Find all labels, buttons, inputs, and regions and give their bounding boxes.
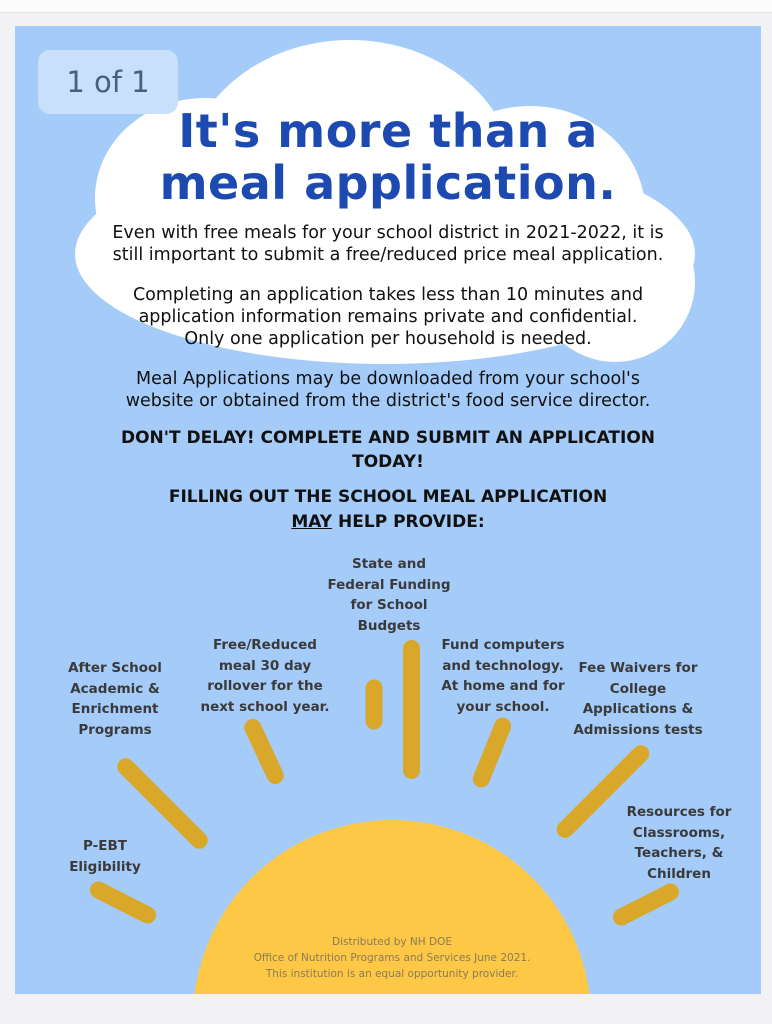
benefit-rollover: Free/Reduced meal 30 day rollover for the next school year.: [200, 637, 330, 715]
viewer-top-bar: [0, 0, 772, 13]
sun-ray: [610, 881, 682, 929]
benefits-heading-line-2: [15, 510, 761, 534]
benefit-p-ebt: P-EBT Eligibility: [69, 838, 141, 875]
sun-ray: [242, 716, 287, 787]
sun-ray: [470, 715, 513, 790]
intro-line-1: Even with free meals for your school district in 2021-2022, it is: [112, 223, 664, 243]
headline-line-2: meal application.: [159, 156, 617, 210]
intro-line-2: still important to submit a free/reduced price meal application.: [112, 245, 664, 265]
benefit-computers: Fund computers and technology. At home and for your school.: [441, 637, 565, 715]
benefit-funding: State and Federal Funding for School Budgets: [327, 556, 451, 634]
page-indicator: 1 of 1: [38, 50, 178, 114]
sun-ray: [87, 879, 159, 927]
flyer-page: [15, 26, 761, 994]
credit-line-1: Distributed by NH DOE: [331, 936, 452, 948]
credit-line-3: This institution is an equal opportunity provider.: [265, 968, 519, 980]
download-line-2: website or obtained from the district's food service director.: [125, 391, 651, 411]
privacy-line-2: application information remains private and confidential.: [138, 307, 638, 327]
sun-ray: [403, 640, 420, 779]
privacy-line-1: Completing an application takes less than 10 minutes and: [132, 285, 644, 305]
headline-line-1: It's more than a: [178, 104, 598, 158]
benefit-resources: Resources for Classrooms, Teachers, & Children: [626, 804, 732, 882]
may-emphasis: MAY: [291, 512, 333, 532]
benefits-heading-rest: HELP PROVIDE:: [332, 512, 485, 532]
benefits-heading-line-1: FILLING OUT THE SCHOOL MEAL APPLICATION: [168, 487, 608, 507]
cta-line-2: TODAY!: [352, 452, 424, 472]
sun-ray: [366, 680, 383, 730]
privacy-line-3: Only one application per household is needed.: [184, 329, 592, 349]
benefit-after-school: After School Academic & Enrichment Programs: [68, 660, 162, 738]
download-line-1: Meal Applications may be downloaded from your school's: [136, 369, 640, 389]
cta-line-1: DON'T DELAY! COMPLETE AND SUBMIT AN APPLICATION: [120, 428, 656, 448]
credit-line-2: Office of Nutrition Programs and Services June 2021.: [253, 952, 531, 964]
benefit-fee-waivers: Fee Waivers for College Applications & Admissions tests: [573, 660, 703, 738]
